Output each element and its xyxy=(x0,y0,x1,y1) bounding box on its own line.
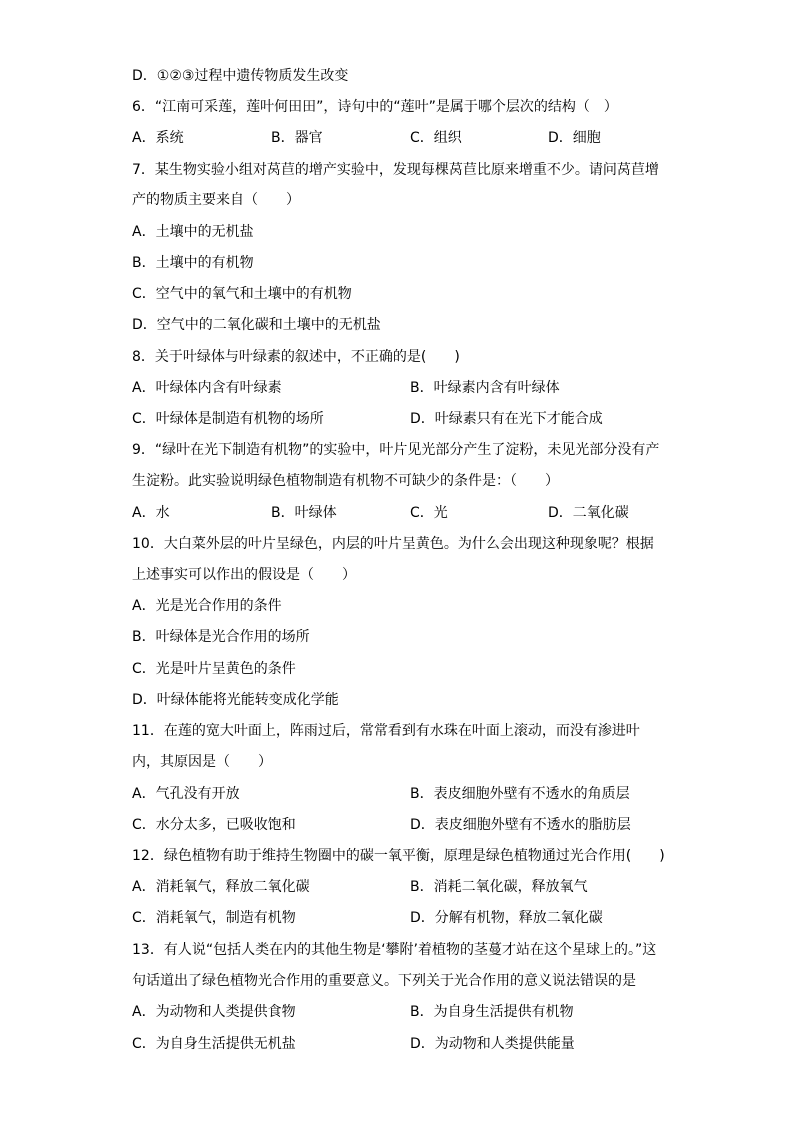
q9-option-d: D．二氧化碳 xyxy=(548,505,629,521)
q9-option-c: C．光 xyxy=(410,505,448,521)
q13-option-a: A．为动物和人类提供食物 xyxy=(132,1004,296,1020)
q13-option-d: D．为动物和人类提供能量 xyxy=(410,1036,575,1052)
q6-option-d: D．细胞 xyxy=(548,130,601,146)
q11-stem-line1: 11．在莲的宽大叶面上，阵雨过后，常常看到有水珠在叶面上滚动，而没有渗进叶 xyxy=(132,723,640,739)
q9-option-b: B．叶绿体 xyxy=(271,505,337,521)
q7-option-d: D．空气中的二氧化碳和土壤中的无机盐 xyxy=(132,317,381,333)
q12-option-a: A．消耗氧气，释放二氧化碳 xyxy=(132,879,310,895)
q11-option-b: B．表皮细胞外壁有不透水的角质层 xyxy=(410,786,630,802)
q8-stem: 8．关于叶绿体与叶绿素的叙述中，不正确的是( ) xyxy=(132,349,460,365)
q6-option-b: B．器官 xyxy=(271,130,323,146)
q13-stem-line1: 13．有人说“包括人类在内的其他生物是‘攀附’着植物的茎蔓才站在这个星球上的。”这 xyxy=(132,942,657,958)
q10-option-d: D．叶绿体能将光能转变成化学能 xyxy=(132,692,339,708)
q11-option-a: A．气孔没有开放 xyxy=(132,786,240,802)
q7-stem-line1: 7．某生物实验小组对莴苣的增产实验中，发现每棵莴苣比原来增重不少。请问莴苣增 xyxy=(132,162,659,178)
q12-stem: 12．绿色植物有助于维持生物圈中的碳一氧平衡，原理是绿色植物通过光合作用( ) xyxy=(132,848,665,864)
q10-option-c: C．光是叶片呈黄色的条件 xyxy=(132,661,296,677)
q9-option-a: A．水 xyxy=(132,505,170,521)
q11-stem-line2: 内，其原因是（ ） xyxy=(132,754,272,770)
q8-option-d: D．叶绿素只有在光下才能合成 xyxy=(410,411,603,427)
q10-option-b: B．叶绿体是光合作用的场所 xyxy=(132,629,310,645)
q12-option-c: C．消耗氧气，制造有机物 xyxy=(132,910,296,926)
q9-stem-line2: 生淀粉。此实验说明绿色植物制造有机物不可缺少的条件是：（ ） xyxy=(132,473,559,489)
q6-option-c: C．组织 xyxy=(410,130,462,146)
q10-stem-line1: 10．大白菜外层的叶片呈绿色，内层的叶片呈黄色。为什么会出现这种现象呢？根据 xyxy=(132,536,654,552)
q8-option-c: C．叶绿体是制造有机物的场所 xyxy=(132,411,324,427)
q6-stem: 6．“江南可采莲，莲叶何田田”，诗句中的“莲叶”是属于哪个层次的结构（ ） xyxy=(132,99,618,115)
q13-stem-line2: 句话道出了绿色植物光合作用的重要意义。下列关于光合作用的意义说法错误的是 xyxy=(132,973,636,989)
q12-option-d: D．分解有机物，释放二氧化碳 xyxy=(410,910,603,926)
q7-option-c: C．空气中的氧气和土壤中的有机物 xyxy=(132,286,352,302)
q8-option-b: B．叶绿素内含有叶绿体 xyxy=(410,380,560,396)
q10-option-a: A．光是光合作用的条件 xyxy=(132,598,282,614)
q7-option-b: B．土壤中的有机物 xyxy=(132,255,254,271)
q8-option-a: A．叶绿体内含有叶绿素 xyxy=(132,380,282,396)
q7-stem-line2: 产的物质主要来自（ ） xyxy=(132,192,300,208)
q11-option-d: D．表皮细胞外壁有不透水的脂肪层 xyxy=(410,817,631,833)
q13-option-b: B．为自身生活提供有机物 xyxy=(410,1004,574,1020)
q13-option-c: C．为自身生活提供无机盐 xyxy=(132,1036,296,1052)
q11-option-c: C．水分太多，已吸收饱和 xyxy=(132,817,296,833)
q10-stem-line2: 上述事实可以作出的假设是（ ） xyxy=(132,567,356,583)
q5-option-d: D．①②③过程中遗传物质发生改变 xyxy=(132,68,349,84)
q9-stem-line1: 9．“绿叶在光下制造有机物”的实验中，叶片见光部分产生了淀粉，未见光部分没有产 xyxy=(132,442,660,458)
q7-option-a: A．土壤中的无机盐 xyxy=(132,224,254,240)
q6-option-a: A．系统 xyxy=(132,130,184,146)
q12-option-b: B．消耗二氧化碳，释放氧气 xyxy=(410,879,588,895)
